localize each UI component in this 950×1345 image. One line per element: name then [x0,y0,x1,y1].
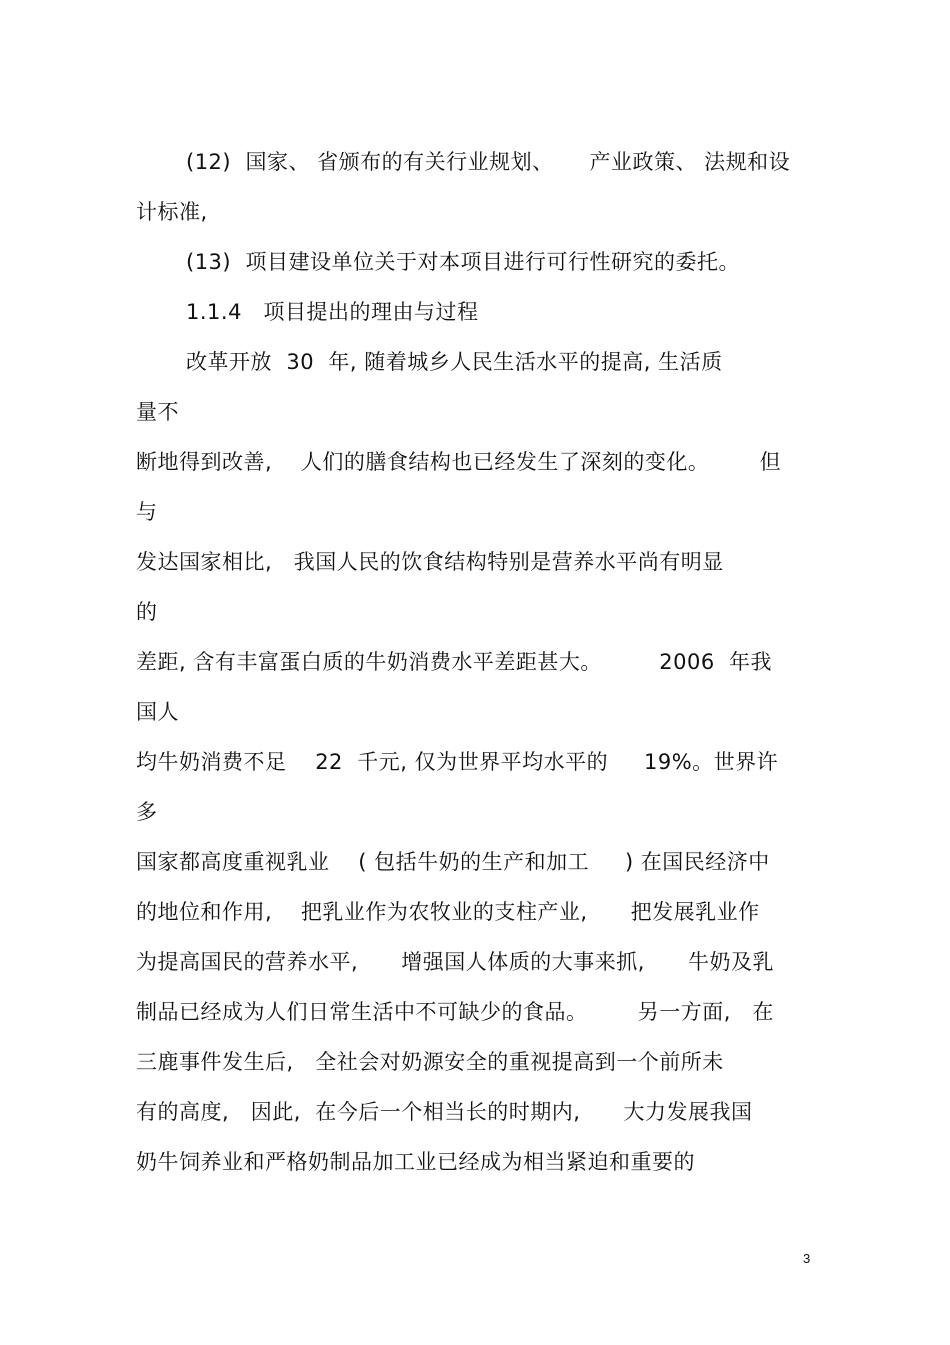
text-line-3: (13) 项目建设单位关于对本项目进行可行性研究的委托。 [186,250,740,274]
text-line-8: 与 [136,500,158,524]
text-line-9: 发达国家相比, 我国人民的饮食结构特别是营养水平尚有明显 [136,550,724,574]
text-line-13: 均牛奶消费不足 22 千元, 仅为世界平均水平的 19%。世界许 [136,750,779,774]
section-heading: 1.1.4 项目提出的理由与过程 [186,300,479,324]
text-line-6: 量不 [136,400,179,424]
text-line-11: 差距, 含有丰富蛋白质的牛奶消费水平差距甚大。 2006 年我 [136,650,773,674]
text-line-2: 计标准, [136,200,208,224]
text-line-18: 制品已经成为人们日常生活中不可缺少的食品。 另一方面, 在 [136,1000,774,1024]
text-line-10: 的 [136,600,158,624]
text-line-7: 断地得到改善, 人们的膳食结构也已经发生了深刻的变化。 但 [136,450,782,474]
text-line-15: 国家都高度重视乳业 ( 包括牛奶的生产和加工 ) 在国民经济中 [136,850,770,874]
text-line-16: 的地位和作用, 把乳业作为农牧业的支柱产业, 把发展乳业作 [136,900,760,924]
text-line-12: 国人 [136,700,179,724]
text-line-21: 奶牛饲养业和严格奶制品加工业已经成为相当紧迫和重要的 [136,1150,695,1174]
text-line-19: 三鹿事件发生后, 全社会对奶源安全的重视提高到一个前所未 [136,1050,724,1074]
text-line-5: 改革开放 30 年, 随着城乡人民生活水平的提高, 生活质 [186,350,723,374]
text-line-20: 有的高度, 因此, 在今后一个相当长的时期内, 大力发展我国 [136,1100,753,1124]
text-line-17: 为提高国民的营养水平, 增强国人体质的大事来抓, 牛奶及乳 [136,950,774,974]
text-line-1: (12) 国家、 省颁布的有关行业规划、 产业政策、 法规和设 [186,150,791,174]
page-number: 3 [803,1251,811,1266]
text-line-14: 多 [136,800,158,824]
